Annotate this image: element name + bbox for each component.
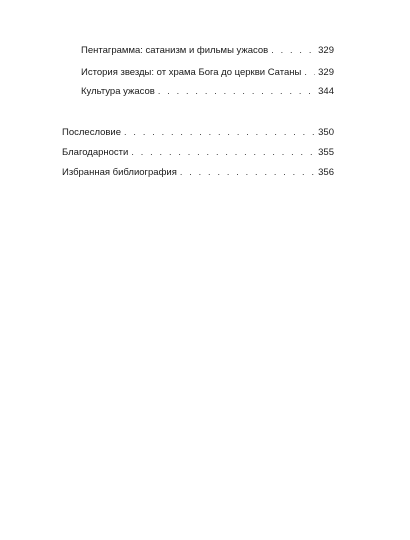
toc-entry-page: 329 [318, 45, 334, 56]
toc-dot-leader [304, 66, 315, 78]
toc-entry-title: История звезды: от храма Бога до церкви Сатаны [81, 67, 302, 78]
toc-entry-page: 344 [318, 86, 334, 97]
toc-entry-page: 355 [318, 147, 334, 158]
toc-dot-leader [271, 44, 315, 56]
toc-entry-page: 329 [318, 67, 334, 78]
toc-entry-title: Пентаграмма: сатанизм и фильмы ужасов [81, 45, 269, 56]
toc-dot-leader [131, 146, 315, 158]
toc-entry-title: Благодарности [62, 147, 129, 158]
toc-entry-pentagram [81, 44, 334, 57]
toc-entry-acknowledgements [62, 146, 334, 159]
toc-entry-afterword [62, 126, 334, 139]
toc-entry-page: 356 [318, 167, 334, 178]
toc-entry-page: 350 [318, 127, 334, 138]
toc-entry-title: Послесловие [62, 127, 122, 138]
toc-dot-leader [158, 85, 315, 97]
toc-entry-horror-culture [81, 85, 334, 98]
toc-entry-bibliography [62, 166, 334, 179]
toc-dot-leader [180, 166, 315, 178]
toc-entry-title: Избранная библиография [62, 167, 177, 178]
toc-entry-title: Культура ужасов [81, 86, 155, 97]
toc-dot-leader [124, 126, 315, 138]
toc-entry-star-history [81, 66, 334, 79]
